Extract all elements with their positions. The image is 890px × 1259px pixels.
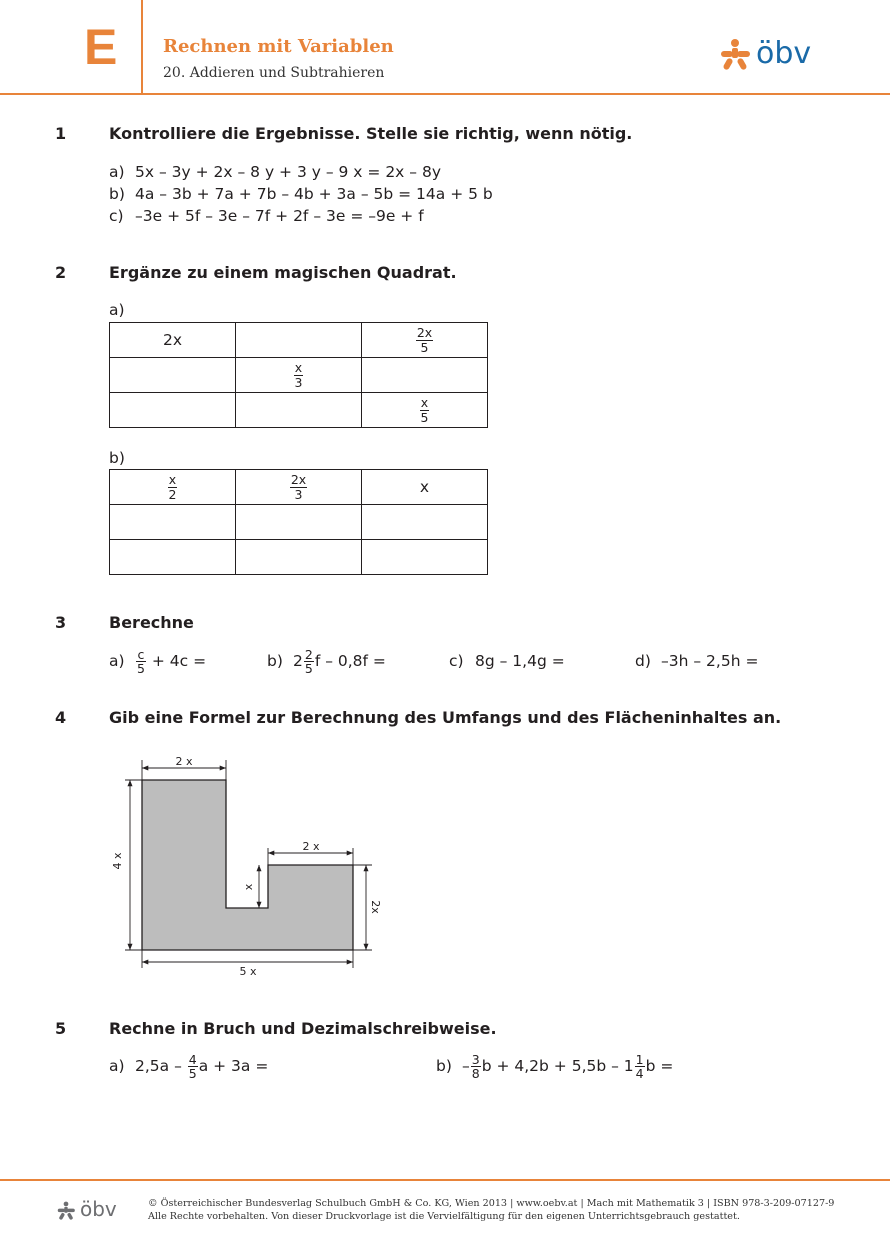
fraction: $\frac{x}{2}$ — [168, 472, 177, 502]
cell[interactable] — [110, 505, 236, 540]
fraction: $\frac{x}{3}$ — [294, 360, 303, 390]
cell[interactable] — [362, 358, 488, 393]
cell[interactable] — [362, 540, 488, 575]
task-3-heading: Berechne — [109, 613, 194, 632]
task-2-heading: Ergänze zu einem magischen Quadrat. — [109, 263, 457, 282]
fraction: $\frac{x}{5}$ — [420, 395, 429, 425]
task-4-heading: Gib eine Formel zur Berechnung des Umfangs und des Flächeninhaltes an. — [109, 708, 782, 727]
cell[interactable] — [362, 323, 488, 358]
cell[interactable] — [110, 393, 236, 428]
task-3-c: c) 8g – 1,4g = — [449, 652, 565, 670]
header-divider-vertical — [141, 0, 143, 94]
task-1-line-c — [109, 207, 424, 225]
label-right-height: 2x — [369, 900, 382, 914]
square-b-label: b) — [109, 449, 125, 467]
task-5-a: a) 2,5a – $\frac{4}{5}$ a + 3a = — [109, 1052, 269, 1082]
task-3-d: d) –3h – 2,5h = — [635, 652, 759, 670]
square-a-label: a) — [109, 301, 125, 319]
cell[interactable]: 2x — [110, 323, 236, 358]
label-notch-depth: x — [242, 883, 255, 891]
task-2-number: 2 — [55, 263, 67, 282]
cell[interactable] — [236, 393, 362, 428]
footer-rights: Alle Rechte vorbehalten. Von dieser Druckvorlage ist die Vervielfältigung für den eigenen Unterrichtsgebrauch gestattet. — [148, 1211, 740, 1222]
task-3-a: a) $\frac{c}{5}$ + 4c = — [109, 647, 207, 677]
star-logo-icon — [56, 1201, 76, 1221]
line-label: a) — [109, 163, 125, 181]
line-label: c) — [109, 207, 124, 225]
task-5-number: 5 — [55, 1019, 67, 1038]
task-1-number: 1 — [55, 124, 67, 143]
line-text: 4a – 3b + 7a + 7b – 4b + 3a – 5b = 14a + 5 b — [135, 185, 493, 203]
chapter-letter: E — [84, 19, 118, 75]
line-text: –3e + 5f – 3e – 7f + 2f – 3e = –9e + f — [135, 207, 424, 225]
footer-copyright: © Österreichischer Bundesverlag Schulbuch GmbH & Co. KG, Wien 2013 | www.oebv.at | Mach mit Mathematik 3 | ISBN 978-3-209-07127-9 — [148, 1198, 835, 1209]
cell[interactable] — [110, 358, 236, 393]
page-title: Rechnen mit Variablen — [163, 36, 394, 57]
cell[interactable] — [110, 540, 236, 575]
fraction: $\frac{3}{8}$ — [471, 1052, 480, 1082]
fraction: $\frac{c}{5}$ — [137, 647, 145, 677]
cell[interactable] — [362, 393, 488, 428]
magic-square-a — [109, 322, 488, 428]
cell[interactable] — [362, 505, 488, 540]
cell[interactable] — [236, 470, 362, 505]
task-1-heading: Kontrolliere die Ergebnisse. Stelle sie richtig, wenn nötig. — [109, 124, 633, 143]
cell[interactable] — [236, 540, 362, 575]
task-3-b: b) 2 $\frac{2}{5}$ f – 0,8f = — [267, 647, 386, 677]
task-1-line-a — [109, 163, 441, 181]
cell[interactable]: x — [362, 470, 488, 505]
fraction: $\frac{2}{5}$ — [304, 647, 313, 677]
page-subtitle: 20. Addieren und Subtrahieren — [163, 65, 385, 81]
label-right-width: 2 x — [302, 840, 320, 853]
cell[interactable] — [110, 470, 236, 505]
fraction: $\frac{1}{4}$ — [635, 1052, 644, 1082]
label-bottom-width: 5 x — [239, 965, 257, 978]
line-label: b) — [109, 185, 125, 203]
l-shape — [142, 780, 353, 950]
label-top-width: 2 x — [175, 755, 193, 768]
magic-square-b — [109, 469, 488, 575]
task-4-number: 4 — [55, 708, 67, 727]
footer-logo-text: öbv — [80, 1197, 117, 1221]
task-5-b: b) – $\frac{3}{8}$ b + 4,2b + 5,5b – 1 $\frac{1}{4}$ b = — [436, 1052, 674, 1082]
task-5-heading: Rechne in Bruch und Dezimalschreibweise. — [109, 1019, 497, 1038]
star-logo-icon — [718, 38, 752, 72]
cell[interactable] — [236, 323, 362, 358]
task-3-number: 3 — [55, 613, 67, 632]
label-left-height: 4 x — [111, 852, 124, 870]
task-1-line-b — [109, 185, 493, 203]
cell[interactable] — [236, 358, 362, 393]
cell[interactable] — [236, 505, 362, 540]
logo-text: öbv — [756, 36, 812, 71]
fraction: $\frac{4}{5}$ — [188, 1052, 197, 1082]
l-shape-figure — [100, 745, 400, 985]
fraction: $\frac{2x}{5}$ — [416, 325, 433, 355]
fraction: $\frac{2x}{3}$ — [290, 472, 307, 502]
header-divider — [0, 93, 890, 95]
line-text: 5x – 3y + 2x – 8 y + 3 y – 9 x = 2x – 8y — [135, 163, 441, 181]
footer-divider — [0, 1179, 890, 1181]
